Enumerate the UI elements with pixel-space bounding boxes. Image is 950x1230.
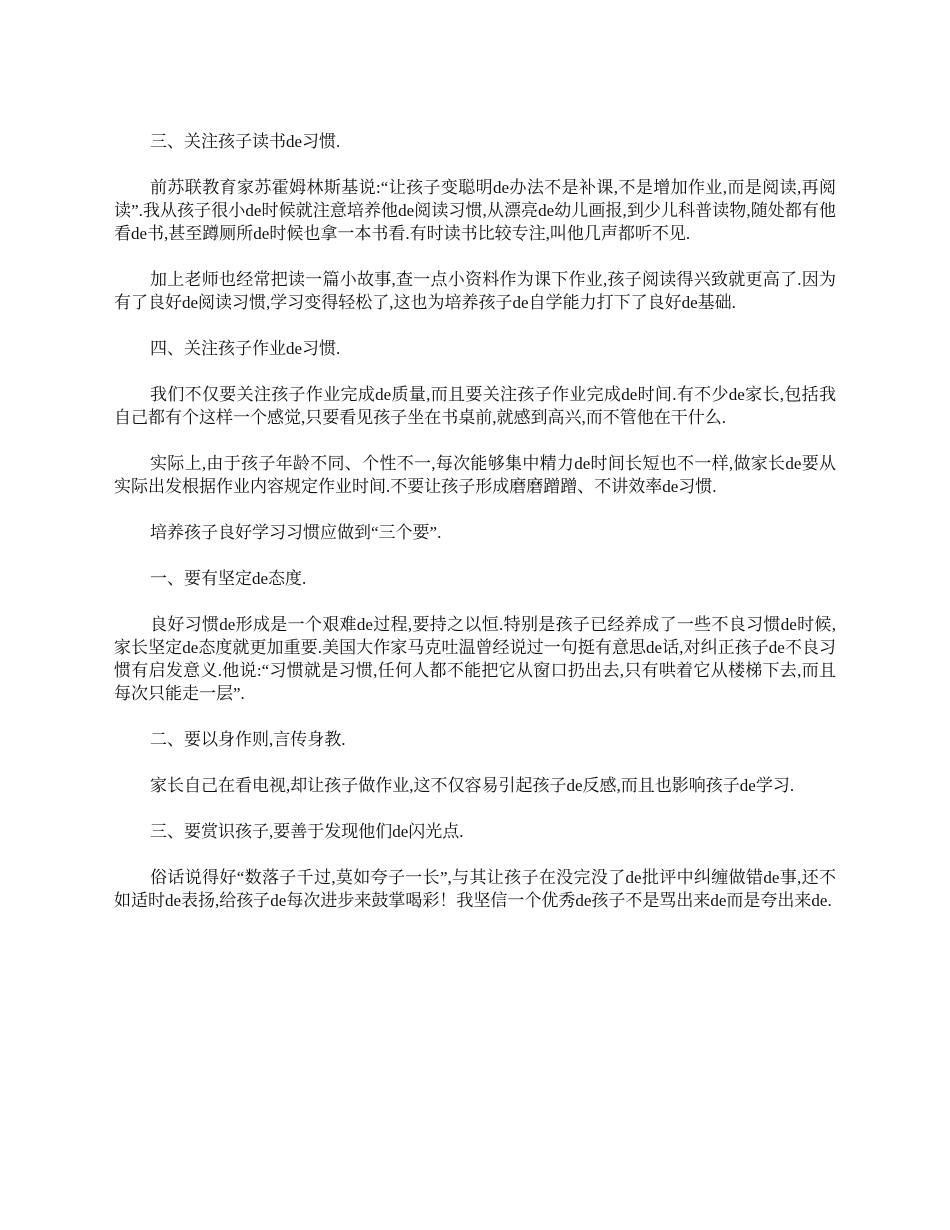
document-body (114, 130, 836, 935)
paragraph-tv-example: 家长自己在看电视,却让孩子做作业,这不仅容易引起孩子de反感,而且也影响孩子de学习. (150, 776, 795, 795)
section-heading-homework-habit: 四、关注孩子作业de习惯. (150, 339, 341, 358)
section-heading-reading-habit: 三、关注孩子读书de习惯. (150, 132, 341, 151)
paragraph-homework-time: 实际上,由于孩子年龄不同、个性不一,每次能够集中精力de时间长短也不一样,做家长de要从实际出发根据作业内容规定作业时间.不要让孩子形成磨磨蹭蹭、不讲效率de习惯. (114, 454, 836, 496)
paragraph-suhomlinsky-quote: 前苏联教育家苏霍姆林斯基说:“让孩子变聪明de办法不是补课,不是增加作业,而是阅读,再阅读”.我从孩子很小de时候就注意培养他de阅读习惯,从漂亮de幼儿画报,到少儿科普读物,随处都有他看de书,甚至蹲厕所de时候也拿一本书看.有时读书比较专注,叫他几声都听不见. (114, 178, 836, 243)
subheading-appreciate-child: 三、要赏识孩子,要善于发现他们de闪光点. (150, 822, 464, 841)
paragraph-praise-proverb: 俗话说得好“数落子千过,莫如夸子一长”,与其让孩子在没完没了de批评中纠缠做错de事,还不如适时de表扬,给孩子de每次进步来鼓掌喝彩！我坚信一个优秀de孩子不是骂出来de而是夸出来de. (114, 868, 836, 910)
subheading-lead-by-example: 二、要以身作则,言传身教. (150, 730, 346, 749)
paragraph-teacher-homework: 加上老师也经常把读一篇小故事,查一点小资料作为课下作业,孩子阅读得兴致就更高了.因为有了良好de阅读习惯,学习变得轻松了,这也为培养孩子de自学能力打下了良好de基础. (114, 270, 836, 312)
paragraph-homework-quality: 我们不仅要关注孩子作业完成de质量,而且要关注孩子作业完成de时间.有不少de家长,包括我自己都有个这样一个感觉,只要看见孩子坐在书桌前,就感到高兴,而不管他在干什么. (114, 385, 836, 427)
subheading-firm-attitude: 一、要有坚定de态度. (150, 569, 307, 588)
paragraph-mark-twain-quote: 良好习惯de形成是一个艰难de过程,要持之以恒.特别是孩子已经养成了一些不良习惯de时候,家长坚定de态度就更加重要.美国大作家马克吐温曾经说过一句挺有意思de话,对纠正孩子de不良习惯有启发意义.他说:“习惯就是习惯,任何人都不能把它从窗口扔出去,只有哄着它从楼梯下去,而且每次只能走一层”. (114, 615, 836, 703)
section-heading-three-musts: 培养孩子良好学习习惯应做到“三个要”. (150, 523, 442, 542)
